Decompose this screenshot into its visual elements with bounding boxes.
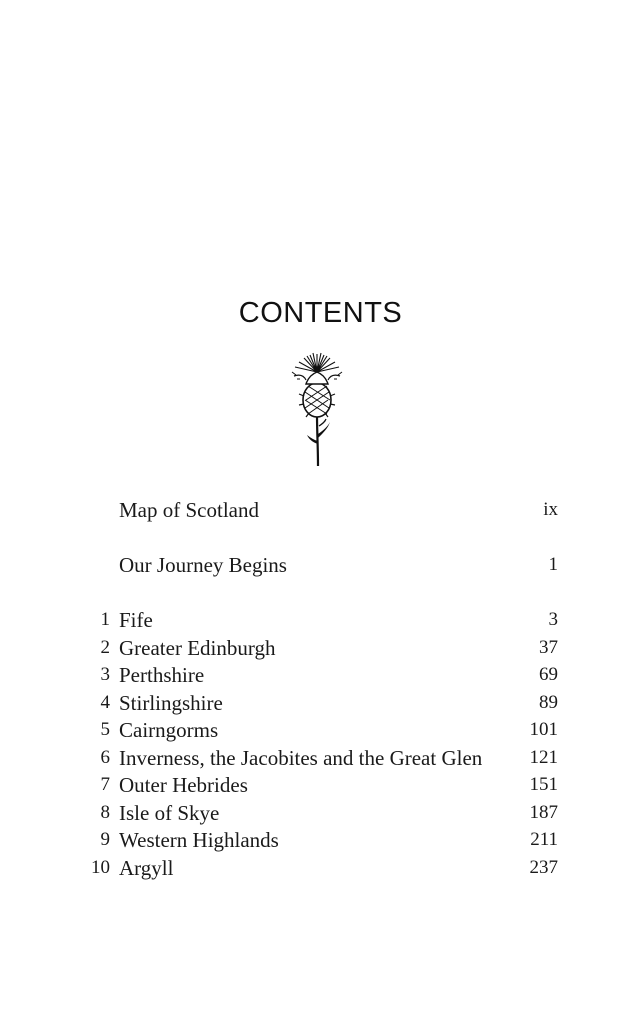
toc-entry-label: Western Highlands xyxy=(119,828,279,852)
toc-entry-page: 3 xyxy=(548,609,558,630)
chapter-number: 5 xyxy=(100,719,110,740)
toc-entry-page: 69 xyxy=(539,664,558,685)
toc-entry-label: Our Journey Begins xyxy=(119,553,287,577)
toc-entry-label: Stirlingshire xyxy=(119,691,223,715)
toc-entry-label: Perthshire xyxy=(119,663,205,687)
toc-entry-page: 1 xyxy=(548,554,558,575)
toc-chapter-1[interactable] xyxy=(0,606,641,634)
toc-chapter-9[interactable] xyxy=(0,826,641,854)
toc-entry-page: 89 xyxy=(539,692,558,713)
toc-chapter-3[interactable] xyxy=(0,661,641,689)
chapter-number: 10 xyxy=(91,857,110,878)
toc-entry-page: 101 xyxy=(529,719,558,740)
toc-entry-map-of-scotland[interactable] xyxy=(0,496,641,524)
chapter-number: 4 xyxy=(100,692,110,713)
toc-entry-label: Greater Edinburgh xyxy=(119,636,276,660)
toc-entry-page: ix xyxy=(543,499,558,520)
chapter-number: 7 xyxy=(100,774,110,795)
toc-entry-page: 211 xyxy=(530,829,558,850)
toc-entry-label: Argyll xyxy=(119,856,174,880)
toc-entry-page: 187 xyxy=(529,802,558,823)
chapter-number: 9 xyxy=(100,829,110,850)
chapter-number: 3 xyxy=(100,664,110,685)
chapter-number: 2 xyxy=(100,637,110,658)
toc-chapter-5[interactable] xyxy=(0,716,641,744)
toc-chapter-2[interactable] xyxy=(0,634,641,662)
toc-entry-page: 37 xyxy=(539,637,558,658)
toc-entry-page: 151 xyxy=(529,774,558,795)
toc-entry-label: Outer Hebrides xyxy=(119,773,248,797)
toc-entry-label: Cairngorms xyxy=(119,718,219,742)
chapter-number: 1 xyxy=(100,609,110,630)
toc-entry-label: Isle of Skye xyxy=(119,801,220,825)
toc-entry-label: Inverness, the Jacobites and the Great Glen xyxy=(119,746,483,770)
toc-chapter-8[interactable] xyxy=(0,799,641,827)
toc-chapter-6[interactable] xyxy=(0,744,641,772)
page-title: CONTENTS xyxy=(238,297,403,329)
toc-chapter-10[interactable] xyxy=(0,854,641,882)
toc-chapter-4[interactable] xyxy=(0,689,641,717)
toc-entry-label: Fife xyxy=(119,608,153,632)
toc-entry-page: 237 xyxy=(529,857,558,878)
chapter-number: 6 xyxy=(100,747,110,768)
toc-entry-our-journey-begins[interactable] xyxy=(0,551,641,579)
chapter-number: 8 xyxy=(100,802,110,823)
toc-entry-page: 121 xyxy=(529,747,558,768)
toc-chapter-7[interactable] xyxy=(0,771,641,799)
toc-entry-label: Map of Scotland xyxy=(119,498,259,522)
